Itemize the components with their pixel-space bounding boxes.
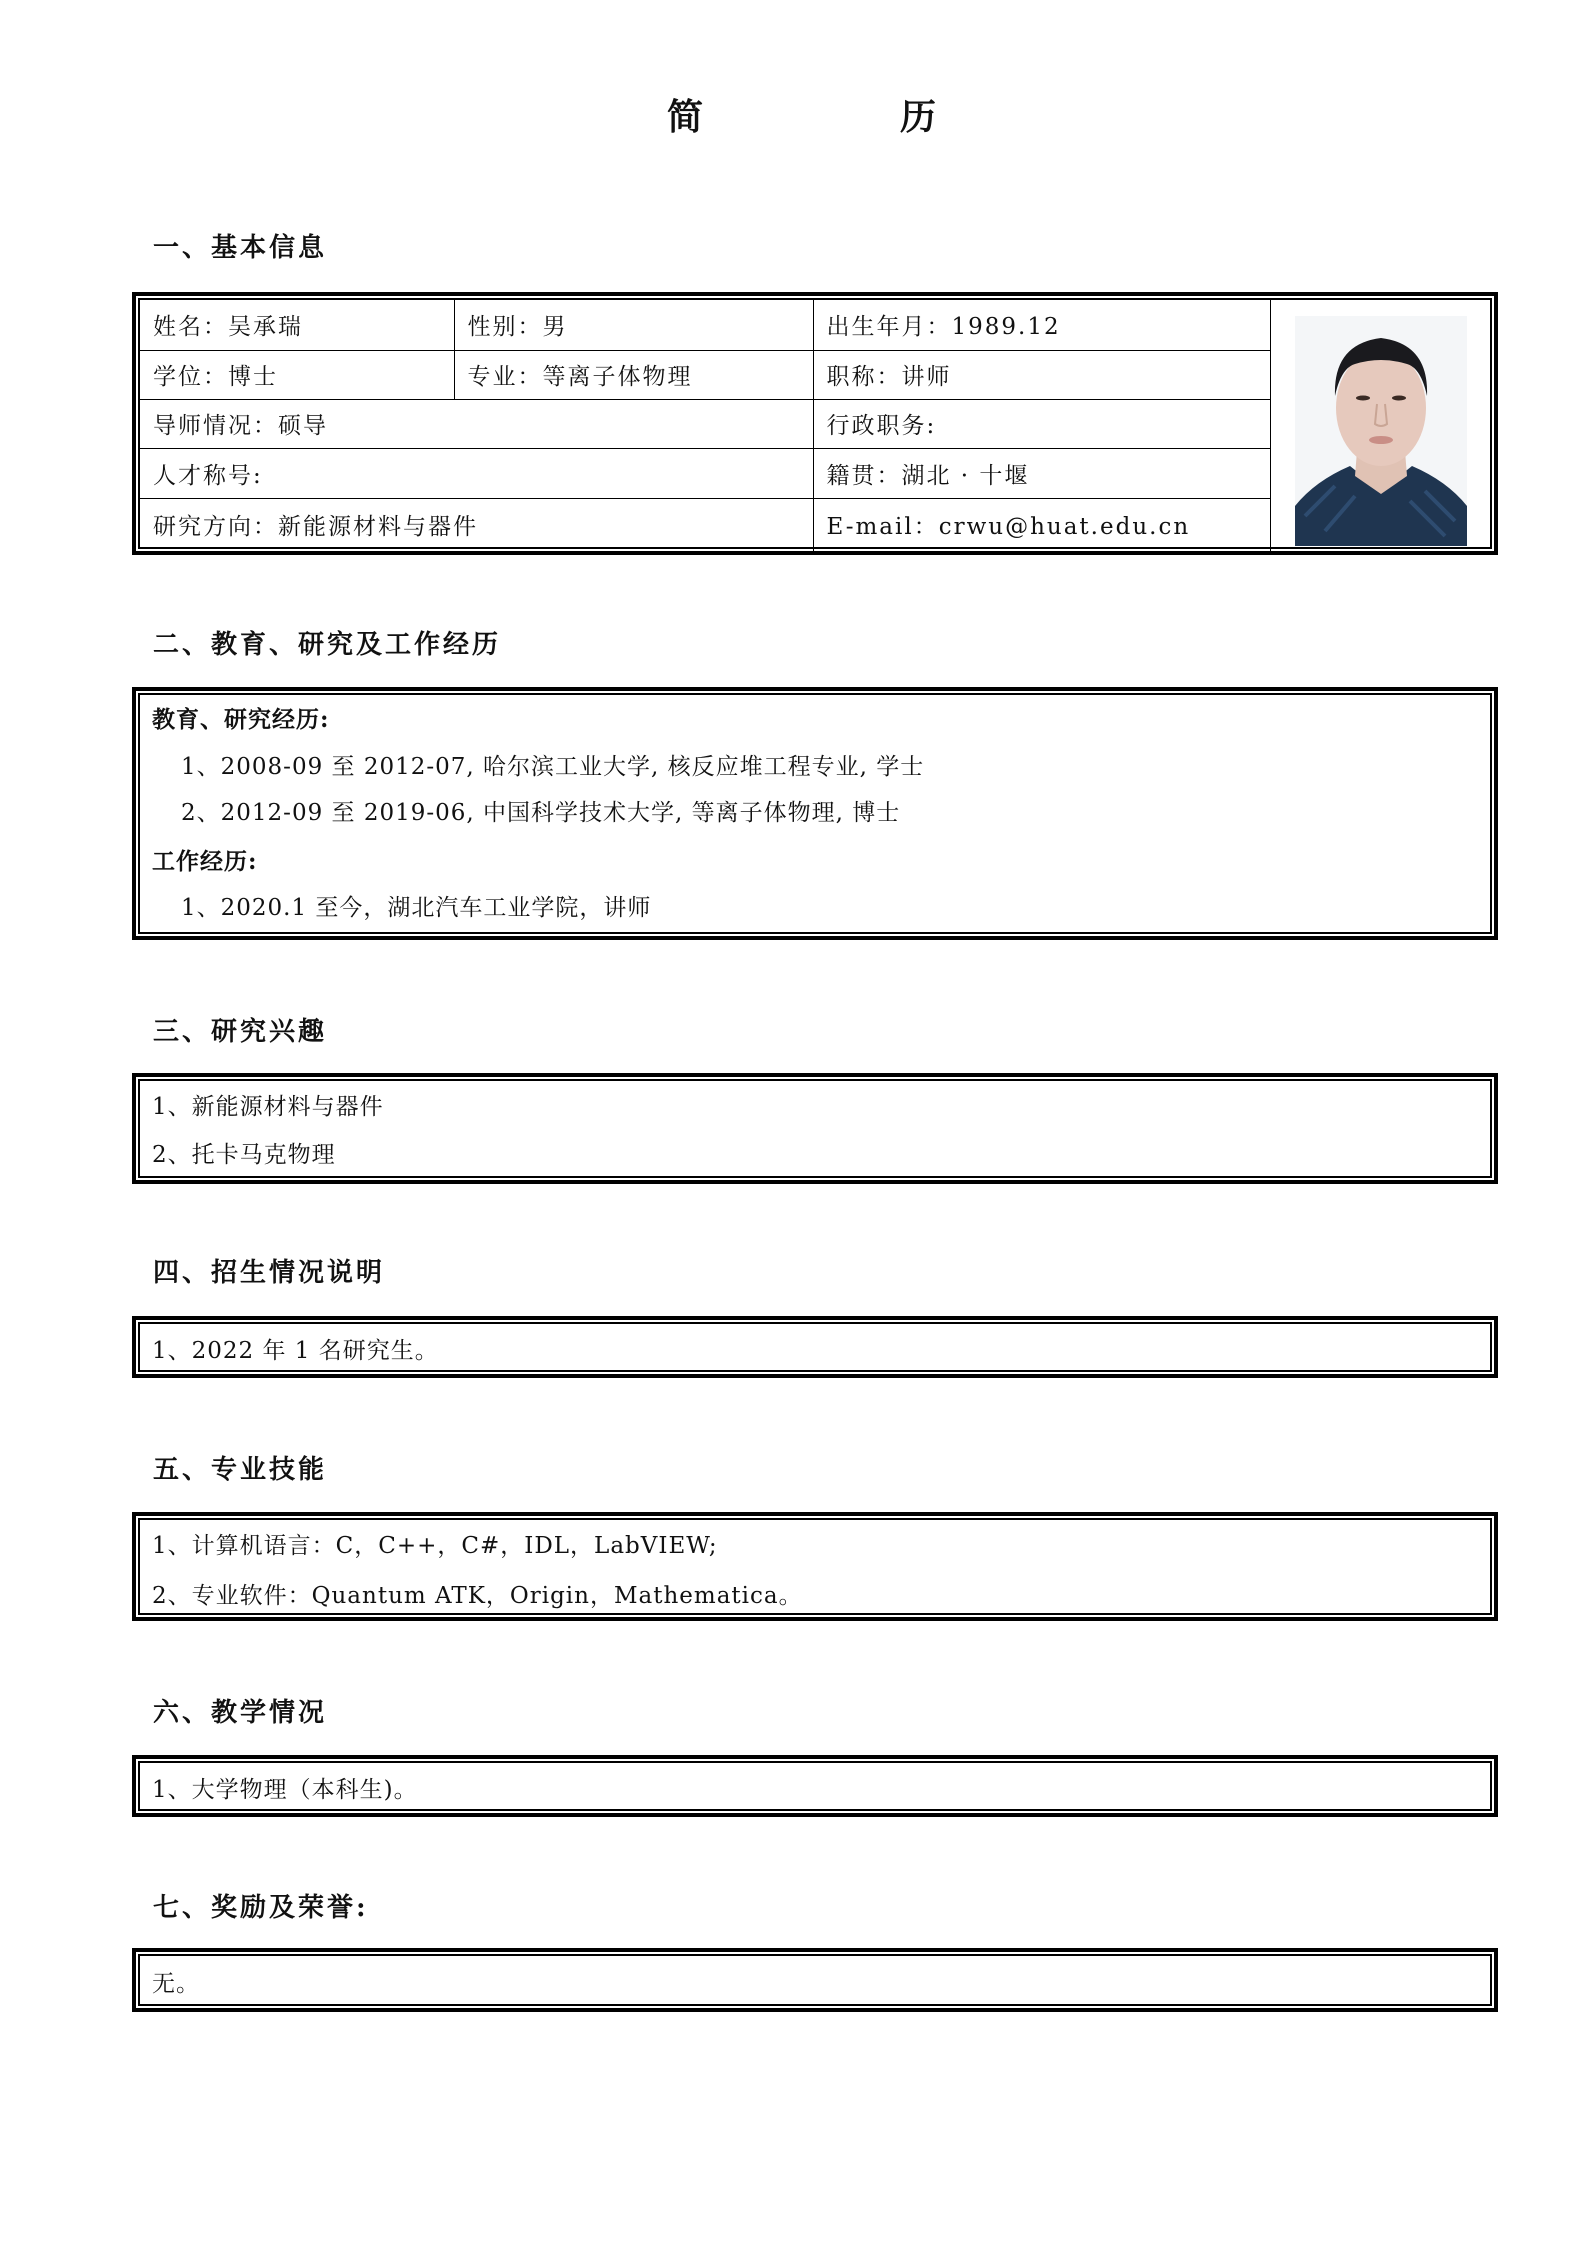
interest-item: 2、托卡马克物理	[152, 1142, 336, 1168]
talent-title-cell: 人才称号:	[140, 448, 813, 498]
awards-inner	[138, 1954, 1492, 2006]
job-title-cell: 职称：讲师	[813, 350, 1270, 399]
admin-post-cell: 行政职务:	[813, 399, 1270, 448]
photo-cell	[1270, 300, 1490, 551]
award-item: 无。	[152, 1971, 200, 1997]
title-char-2: 历	[900, 96, 937, 138]
section-heading-awards: 七、奖励及荣誉:	[153, 1893, 369, 1923]
enrollment-item: 1、2022 年 1 名研究生。	[152, 1338, 439, 1364]
portrait-image	[1295, 316, 1467, 546]
section-heading-experience: 二、教育、研究及工作经历	[153, 630, 502, 660]
teaching-frame	[132, 1755, 1498, 1817]
major-cell: 专业：等离子体物理	[454, 350, 813, 399]
work-item: 1、2020.1 至今，湖北汽车工业学院，讲师	[181, 895, 652, 921]
supervisor-cell: 导师情况：硕导	[140, 399, 813, 448]
awards-frame	[132, 1948, 1498, 2012]
experience-frame	[132, 687, 1498, 940]
page-title	[0, 92, 1587, 142]
interests-frame	[132, 1073, 1498, 1184]
gender-cell: 性别：男	[454, 300, 813, 350]
native-place-cell: 籍贯：湖北 · 十堰	[813, 448, 1270, 498]
work-label: 工作经历:	[152, 848, 258, 875]
name-cell: 姓名：吴承瑞	[140, 300, 454, 350]
table-row	[140, 300, 1490, 350]
section-heading-teaching: 六、教学情况	[153, 1698, 328, 1728]
skill-item: 1、计算机语言：C，C++，C#，IDL，LabVIEW;	[152, 1533, 718, 1559]
teaching-item: 1、大学物理（本科生)。	[152, 1777, 418, 1803]
interests-inner	[138, 1079, 1492, 1178]
skills-inner	[138, 1518, 1492, 1615]
section-heading-interests: 三、研究兴趣	[153, 1017, 328, 1047]
education-item: 1、2008-09 至 2012-07, 哈尔滨工业大学, 核反应堆工程专业, 学士	[181, 754, 925, 780]
basic-info-table	[140, 300, 1490, 552]
section-heading-enrollment: 四、招生情况说明	[153, 1258, 386, 1288]
birth-cell: 出生年月：1989.12	[813, 300, 1270, 350]
title-char-1: 简	[667, 96, 704, 138]
skills-frame	[132, 1512, 1498, 1621]
email-cell: E-mail：crwu@huat.edu.cn	[813, 498, 1270, 551]
skill-item: 2、专业软件：Quantum ATK，Origin，Mathematica。	[152, 1583, 803, 1609]
portrait-photo	[1295, 316, 1467, 546]
basic-info-frame	[132, 292, 1498, 555]
degree-cell: 学位：博士	[140, 350, 454, 399]
enrollment-inner	[138, 1322, 1492, 1372]
research-direction-cell: 研究方向：新能源材料与器件	[140, 498, 813, 551]
experience-inner	[138, 693, 1492, 934]
section-heading-skills: 五、专业技能	[153, 1455, 328, 1485]
interest-item: 1、新能源材料与器件	[152, 1094, 384, 1120]
enrollment-frame	[132, 1316, 1498, 1378]
section-heading-basic-info: 一、基本信息	[153, 233, 328, 263]
education-item: 2、2012-09 至 2019-06, 中国科学技术大学, 等离子体物理, 博士	[181, 800, 901, 826]
teaching-inner	[138, 1761, 1492, 1811]
education-label: 教育、研究经历:	[152, 706, 330, 733]
basic-info-inner	[138, 298, 1492, 549]
